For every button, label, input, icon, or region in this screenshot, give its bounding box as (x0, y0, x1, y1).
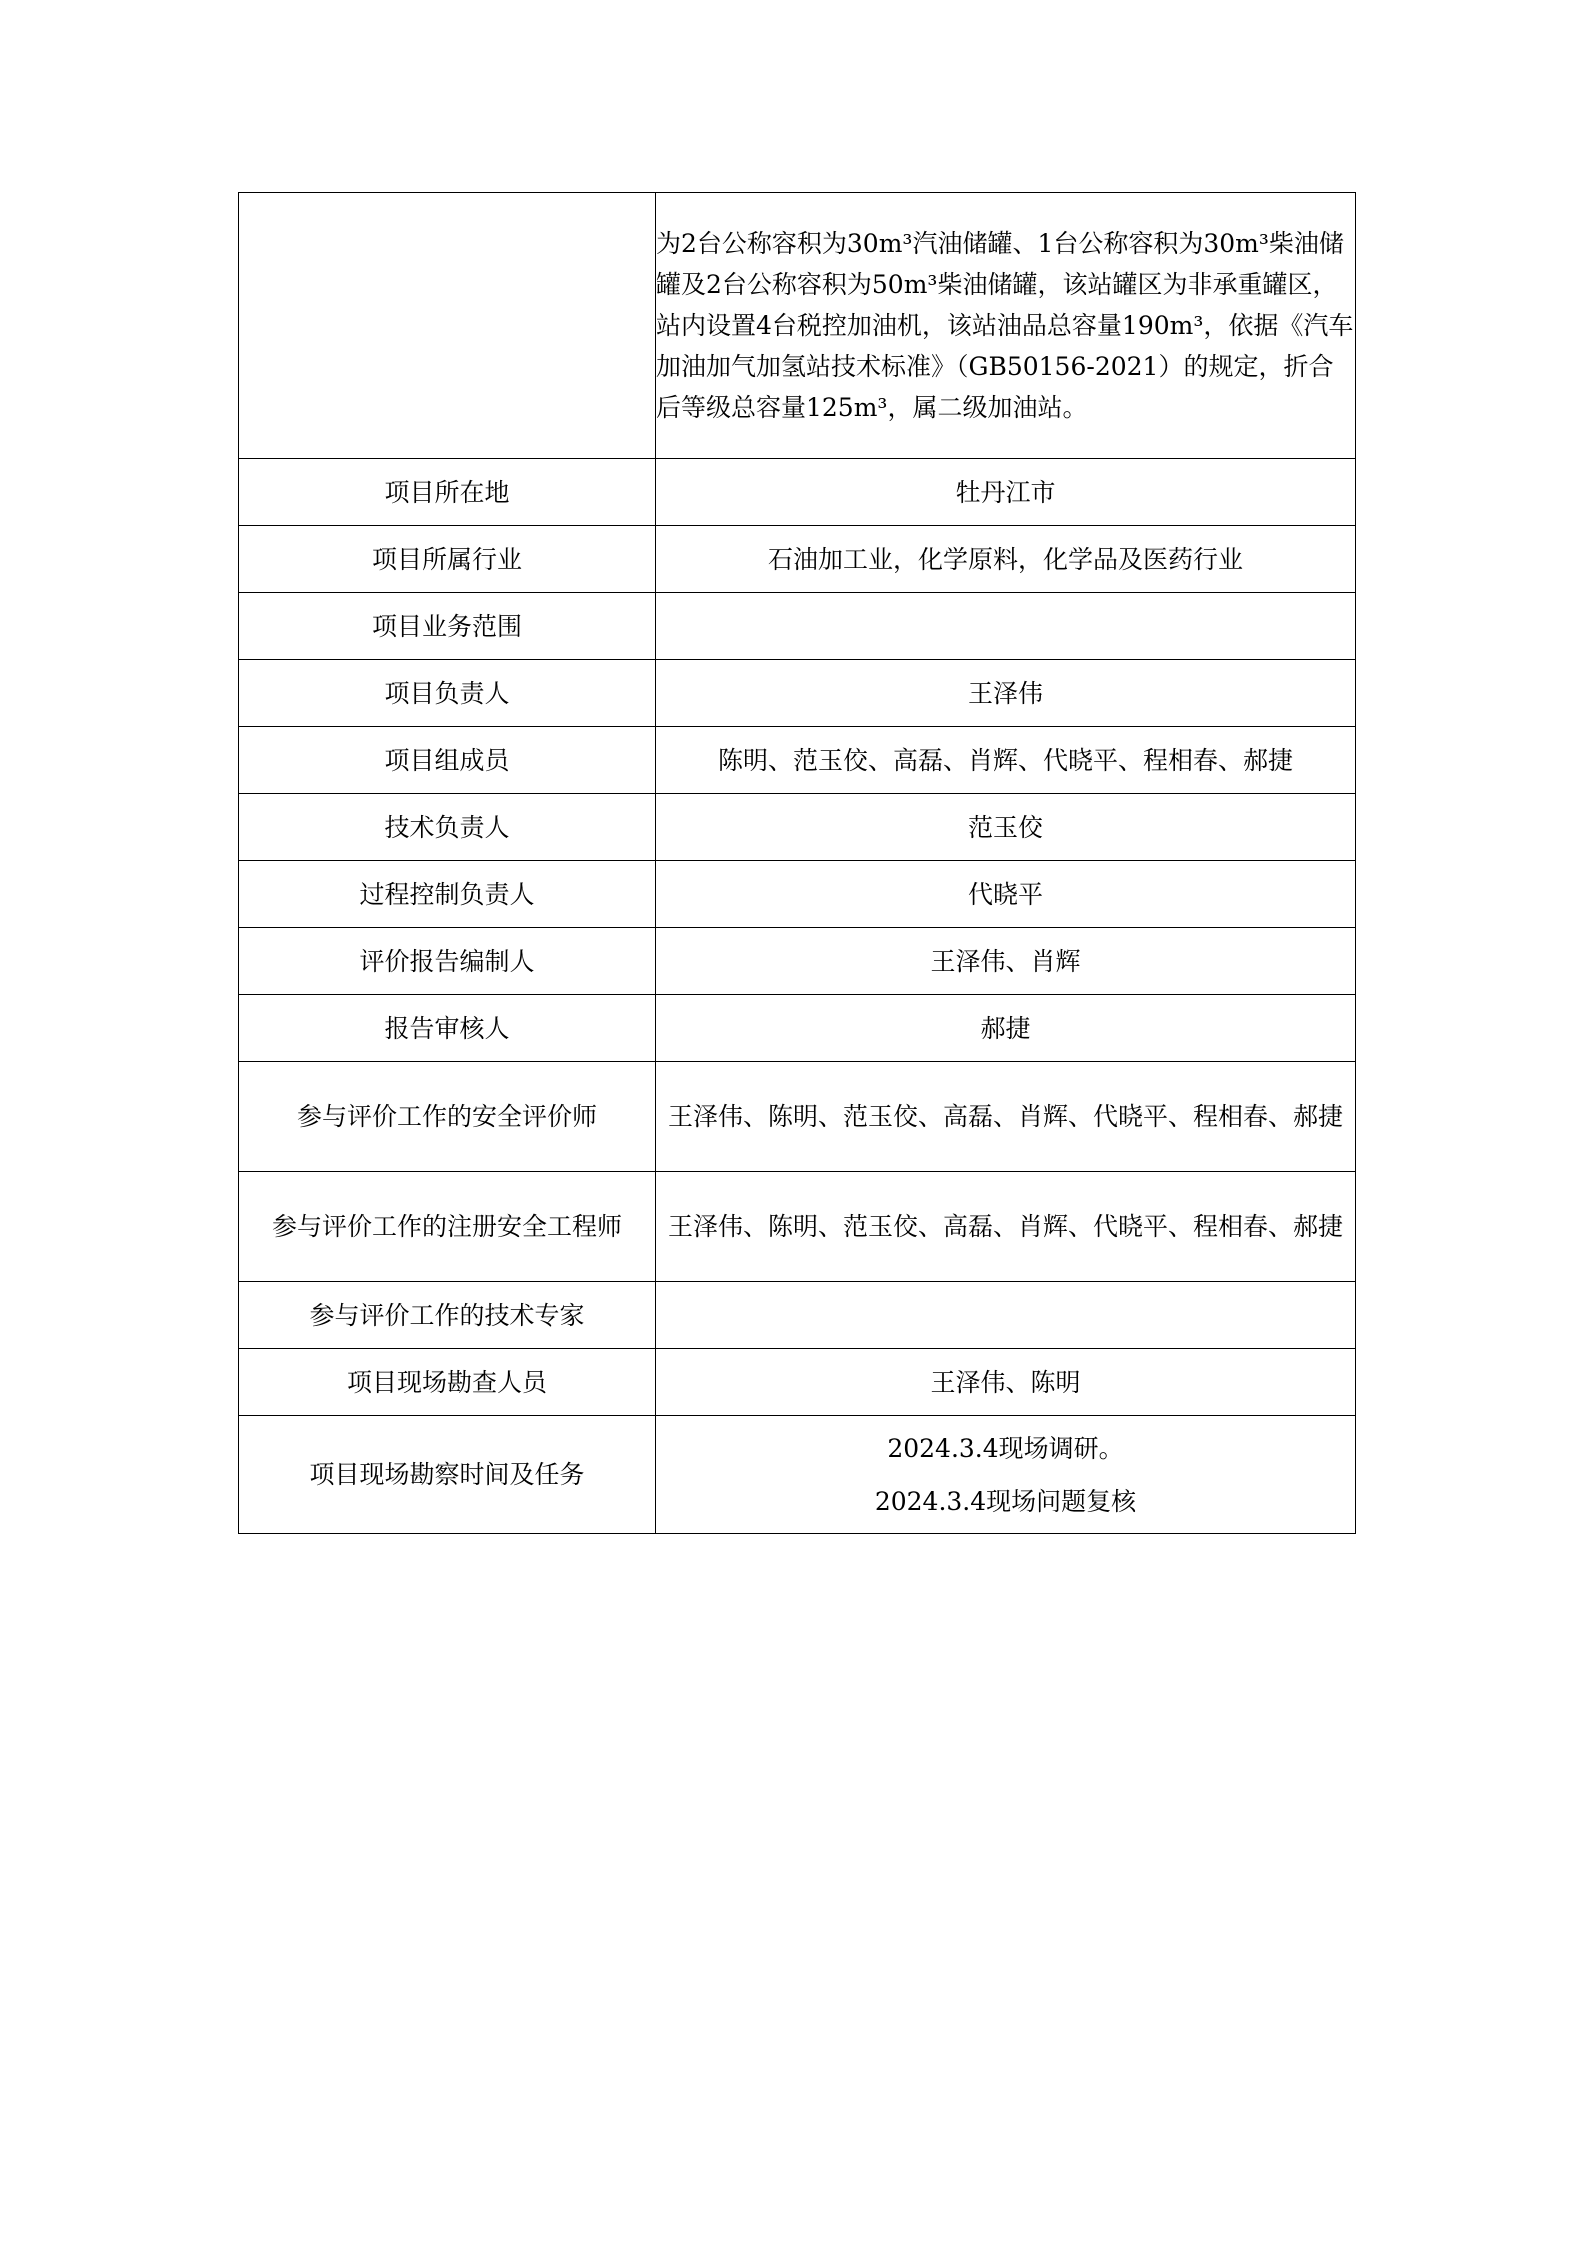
table-row (239, 526, 1356, 593)
row-value: 王泽伟、陈明 (656, 1349, 1356, 1416)
table-row-survey (239, 1416, 1356, 1534)
row-label: 报告审核人 (239, 995, 656, 1062)
row-value: 石油加工业，化学原料，化学品及医药行业 (656, 526, 1356, 593)
survey-line-1: 2024.3.4现场调研。 (887, 1433, 1124, 1463)
row-label: 参与评价工作的安全评价师 (239, 1062, 656, 1172)
table-row (239, 660, 1356, 727)
row-label: 过程控制负责人 (239, 861, 656, 928)
row-value (656, 1282, 1356, 1349)
row-value: 牡丹江市 (656, 459, 1356, 526)
row-value: 王泽伟 (656, 660, 1356, 727)
table-row (239, 1349, 1356, 1416)
row-label: 技术负责人 (239, 794, 656, 861)
row-label: 参与评价工作的注册安全工程师 (239, 1172, 656, 1282)
table-row (239, 727, 1356, 794)
row-label: 项目负责人 (239, 660, 656, 727)
row-label: 参与评价工作的技术专家 (239, 1282, 656, 1349)
table-row (239, 459, 1356, 526)
row-label: 评价报告编制人 (239, 928, 656, 995)
row-label: 项目所属行业 (239, 526, 656, 593)
table-row (239, 1062, 1356, 1172)
row-label: 项目所在地 (239, 459, 656, 526)
table-row-intro (239, 193, 1356, 459)
empty-label-cell (239, 193, 656, 459)
row-value: 范玉佼 (656, 794, 1356, 861)
row-value (656, 593, 1356, 660)
table-row (239, 1282, 1356, 1349)
row-label: 项目现场勘查人员 (239, 1349, 656, 1416)
station-description: 为2台公称容积为30m³汽油储罐、1台公称容积为30m³柴油储罐及2台公称容积为50m³柴油储罐，该站罐区为非承重罐区，站内设置4台税控加油机，该站油品总容量190m³，依据《汽车加油加气加氢站技术标准》（GB50156-2021）的规定，折合后等级总容量125m³，属二级加油站。 (656, 193, 1356, 459)
row-value: 郝捷 (656, 995, 1356, 1062)
survey-tasks (656, 1416, 1356, 1534)
row-value: 代晓平 (656, 861, 1356, 928)
row-label: 项目组成员 (239, 727, 656, 794)
row-label: 项目现场勘察时间及任务 (239, 1416, 656, 1534)
row-value: 王泽伟、肖辉 (656, 928, 1356, 995)
survey-line-2: 2024.3.4现场问题复核 (874, 1486, 1137, 1516)
row-value: 陈明、范玉佼、高磊、肖辉、代晓平、程相春、郝捷 (656, 727, 1356, 794)
row-value: 王泽伟、陈明、范玉佼、高磊、肖辉、代晓平、程相春、郝捷 (656, 1062, 1356, 1172)
row-value: 王泽伟、陈明、范玉佼、高磊、肖辉、代晓平、程相春、郝捷 (656, 1172, 1356, 1282)
table-row (239, 1172, 1356, 1282)
table-row (239, 861, 1356, 928)
project-info-table (238, 192, 1356, 1534)
table-row (239, 995, 1356, 1062)
table-row (239, 928, 1356, 995)
table-row (239, 593, 1356, 660)
row-label: 项目业务范围 (239, 593, 656, 660)
table-row (239, 794, 1356, 861)
